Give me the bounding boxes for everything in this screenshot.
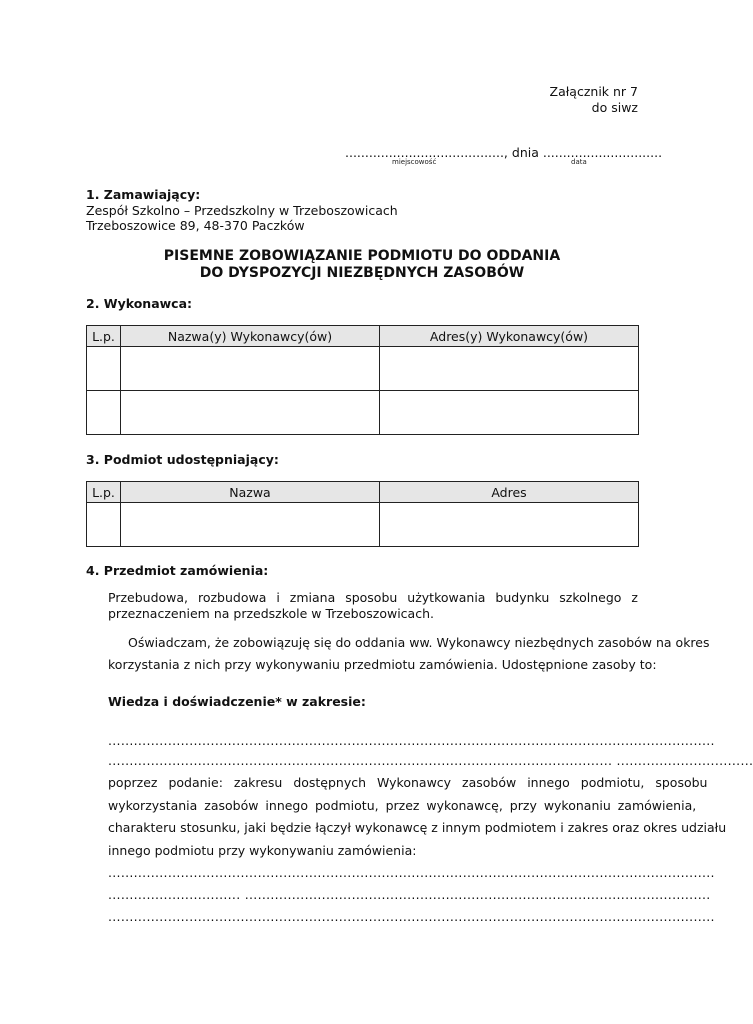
- table-cell[interactable]: [121, 503, 380, 547]
- table-cell[interactable]: [87, 391, 121, 435]
- contractor-table: [86, 325, 639, 435]
- column-header-contractor-address: Adres(y) Wykonawcy(ów): [380, 326, 639, 347]
- explanation-line-1: poprzez podanie: zakresu dostępnych Wykonawcy zasobów innego podmiotu, sposobu: [108, 775, 708, 790]
- table-cell[interactable]: [380, 503, 639, 547]
- attachment-label: Załącznik nr 7: [549, 84, 638, 99]
- contracting-authority-name: Zespół Szkolno – Przedszkolny w Trzeboszowicach: [86, 203, 398, 218]
- section-4-heading: 4. Przedmiot zamówienia:: [86, 563, 269, 578]
- date-caption: data: [571, 158, 587, 166]
- column-header-lp: L.p.: [87, 482, 121, 503]
- explanation-line-3: charakteru stosunku, jaki będzie łączył wykonawcę z innym podmiotem i zakres oraz okres udziału: [108, 820, 727, 835]
- contract-subject: Przebudowa, rozbudowa i zmiana sposobu użytkowania budynku szkolnego z przeznaczeniem na przedszkole w Trzeboszowicach.: [108, 590, 638, 621]
- place-caption: miejscowość: [392, 158, 437, 166]
- column-header-name: Nazwa: [121, 482, 380, 503]
- declaration-line-1: Oświadczam, że zobowiązuję się do oddania ww. Wykonawcy niezbędnych zasobów na okres: [128, 635, 710, 650]
- explanation-line-2: wykorzystania zasobów innego podmiotu, przez wykonawcę, przy wykonaniu zamówienia,: [108, 798, 697, 813]
- contracting-authority-address: Trzeboszowice 89, 48-370 Paczków: [86, 218, 305, 233]
- table-cell[interactable]: [380, 347, 639, 391]
- section-3-heading: 3. Podmiot udostępniający:: [86, 452, 279, 467]
- explanation-line-4: innego podmiotu przy wykonywaniu zamówienia:: [108, 843, 417, 858]
- table-header-row: [87, 482, 639, 503]
- table-row: [87, 503, 639, 547]
- table-cell[interactable]: [121, 347, 380, 391]
- table-cell[interactable]: [380, 391, 639, 435]
- fill-in-line[interactable]: ..............................................................................................................................................: [108, 865, 715, 880]
- fill-in-line[interactable]: ...................................................................................................................... ................................: [108, 753, 753, 768]
- fill-in-line[interactable]: ............................... .............................................................................................................: [108, 887, 711, 902]
- place-date-line: ........................................, dnia ..............................: [345, 145, 663, 160]
- section-1-heading: 1. Zamawiający:: [86, 187, 201, 202]
- table-cell[interactable]: [87, 347, 121, 391]
- fill-in-line[interactable]: ..............................................................................................................................................: [108, 909, 715, 924]
- sharing-entity-table: [86, 481, 639, 547]
- table-cell[interactable]: [121, 391, 380, 435]
- attachment-target: do siwz: [591, 100, 638, 115]
- column-header-contractor-name: Nazwa(y) Wykonawcy(ów): [121, 326, 380, 347]
- column-header-address: Adres: [380, 482, 639, 503]
- table-row: [87, 347, 639, 391]
- table-header-row: [87, 326, 639, 347]
- declaration-line-2: korzystania z nich przy wykonywaniu przedmiotu zamówienia. Udostępnione zasoby to:: [108, 657, 657, 672]
- table-row: [87, 391, 639, 435]
- table-cell[interactable]: [87, 503, 121, 547]
- column-header-lp: L.p.: [87, 326, 121, 347]
- fill-in-line[interactable]: ..............................................................................................................................................: [108, 733, 715, 748]
- section-2-heading: 2. Wykonawca:: [86, 296, 193, 311]
- document-title-line-2: DO DYSPOZYCJI NIEZBĘDNYCH ZASOBÓW: [199, 265, 525, 281]
- knowledge-heading: Wiedza i doświadczenie* w zakresie:: [108, 694, 366, 709]
- document-title-line-1: PISEMNE ZOBOWIĄZANIE PODMIOTU DO ODDANIA: [163, 248, 561, 264]
